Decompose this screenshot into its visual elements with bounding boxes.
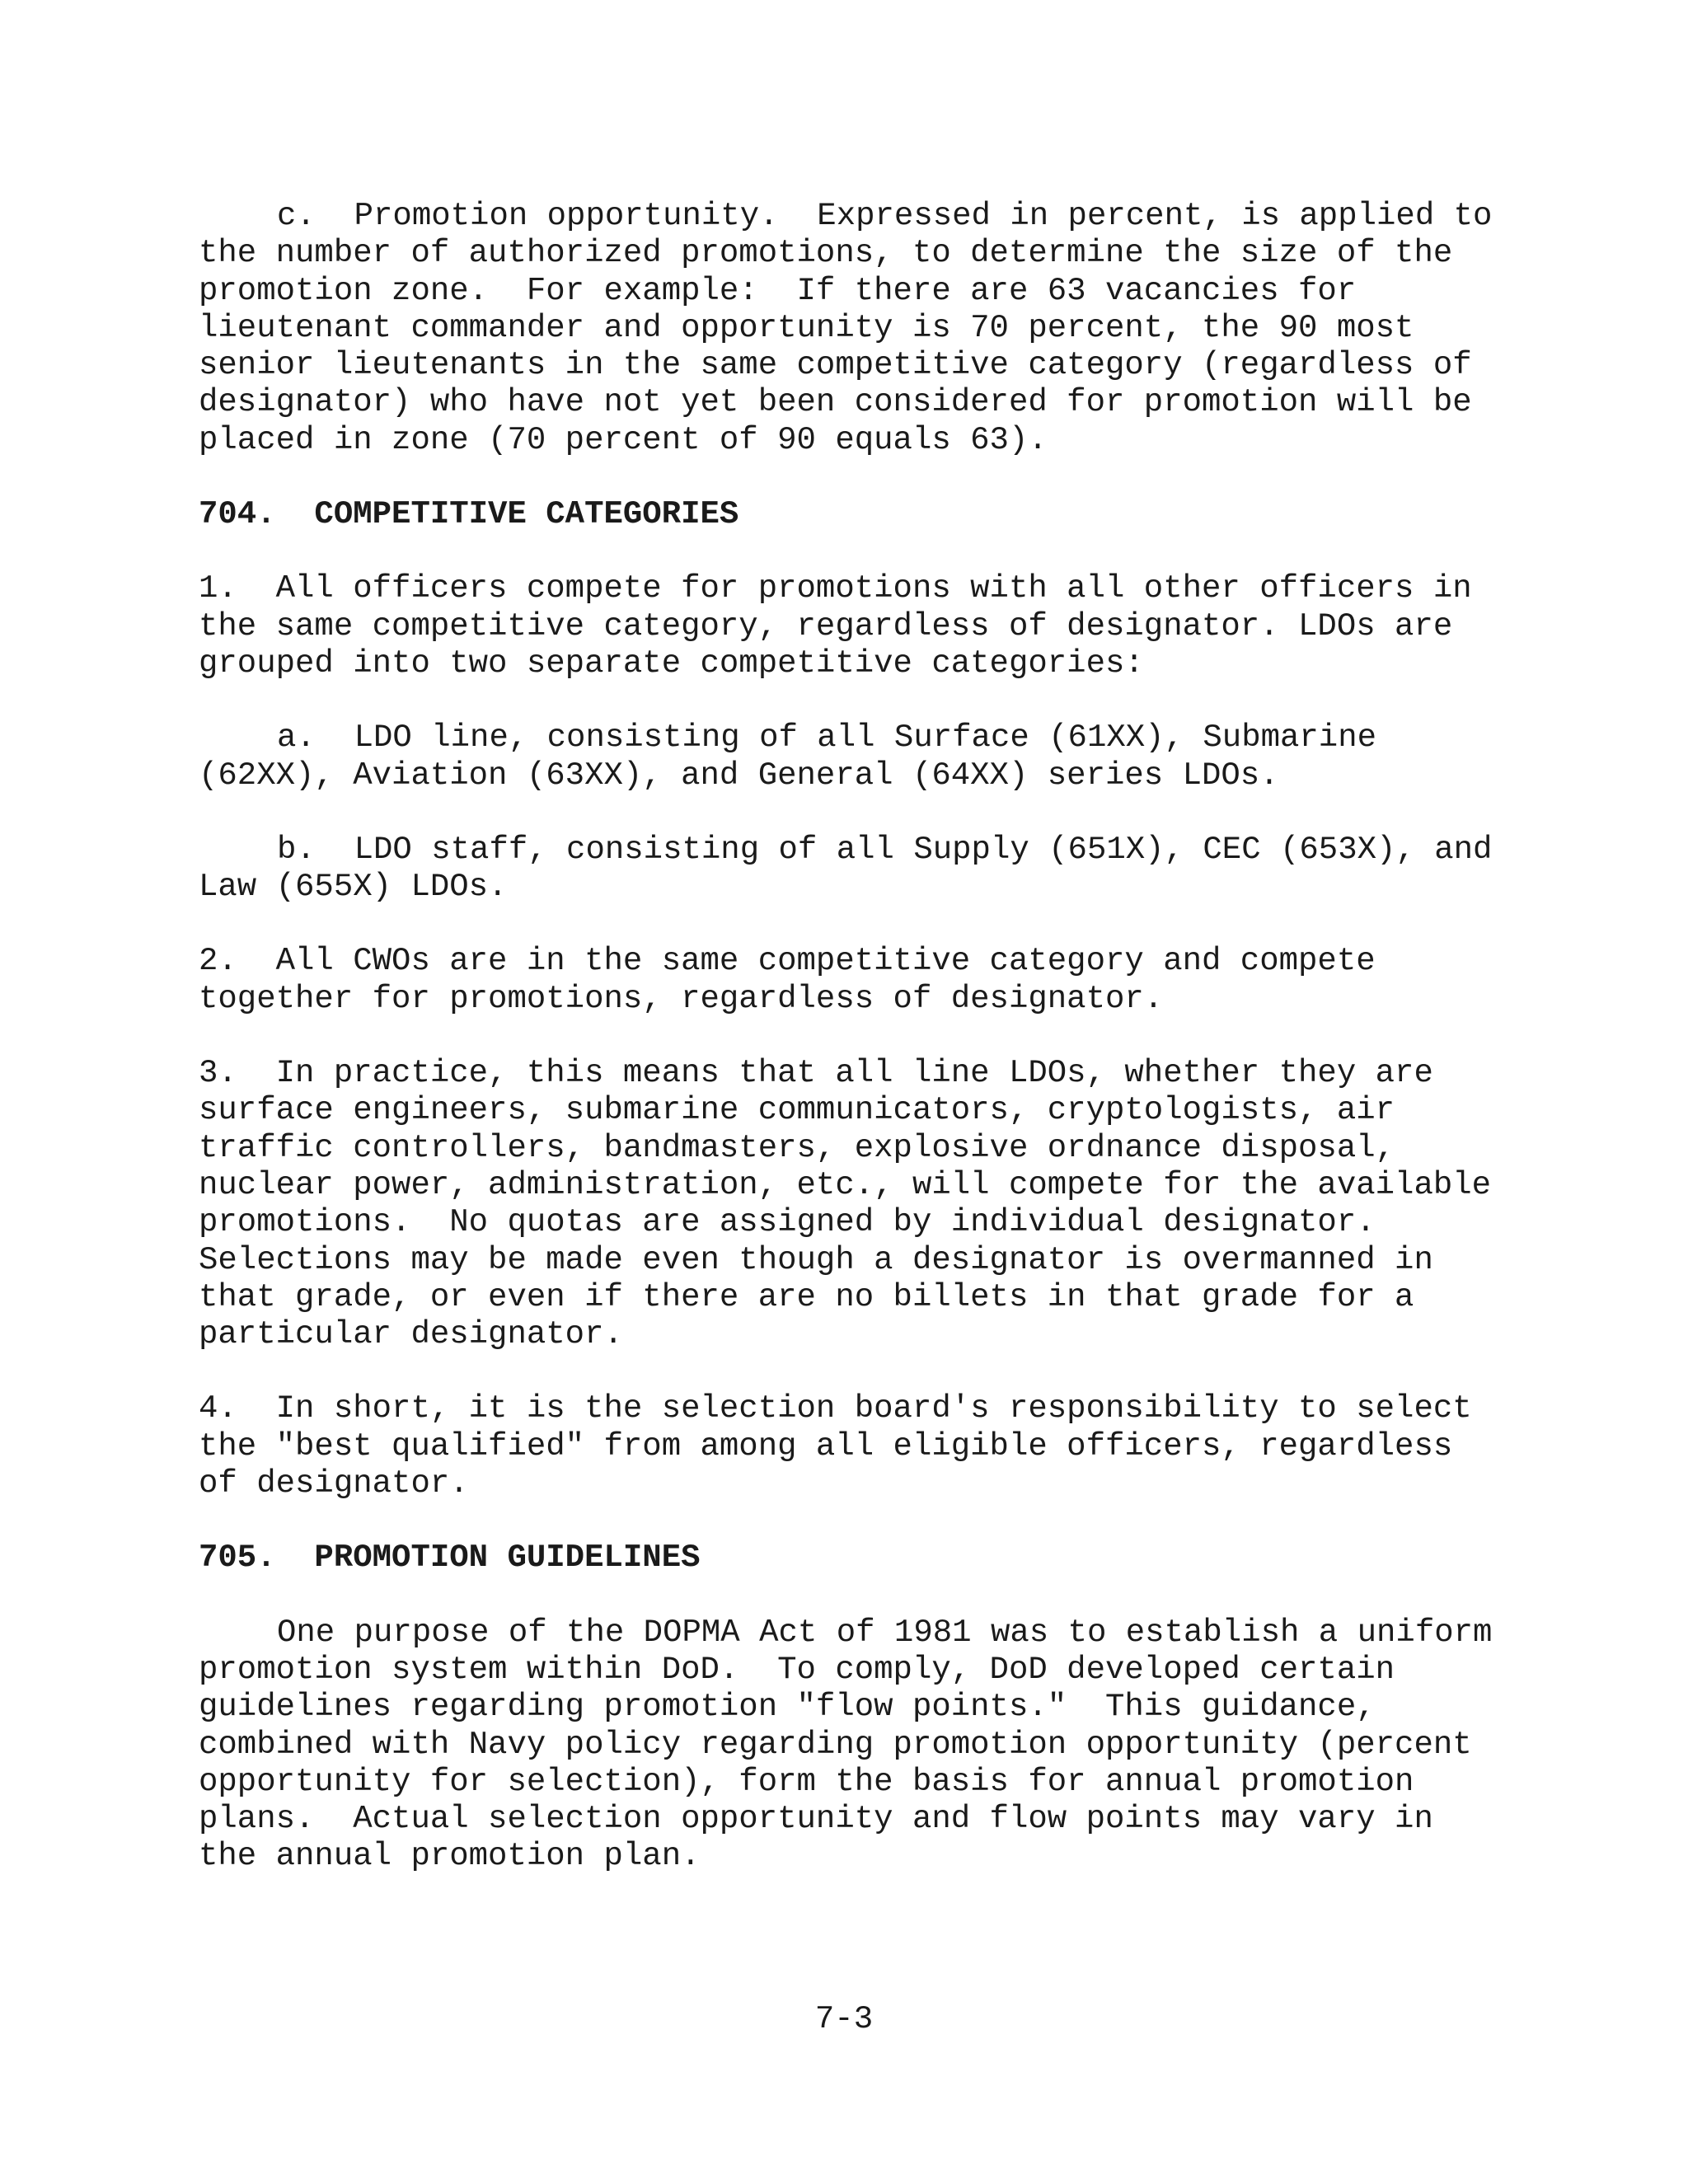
paragraph-704-1b: b. LDO staff, consisting of all Supply (651X), CEC (653X), and Law (655X) LDOs. — [199, 831, 1512, 906]
paragraph-704-3: 3. In practice, this means that all line LDOs, whether they are surface engineers, submarine communicators, cryptologists, air traffic controllers, bandmasters, explosive ordnance disposal, nuclear power, administration, etc., will compete for the available promotions. No quotas are assigned by individual designator. Selections may be made even though a designator is overmanned in that grade, or even if there are no billets in that grade for a particular designator. — [199, 1055, 1511, 1353]
section-heading-705: 705. PROMOTION GUIDELINES — [199, 1540, 701, 1577]
page-number: 7-3 — [814, 2001, 874, 2037]
paragraph-704-1: 1. All officers compete for promotions with all other officers in the same competitive category, regardless of designator. LDOs are grouped into two separate competitive categories: — [199, 570, 1492, 682]
paragraph-704-1a: a. LDO line, consisting of all Surface (61XX), Submarine (62XX), Aviation (63XX), and General (64XX) series LDOs. — [199, 719, 1396, 794]
paragraph-c-promotion-opportunity: c. Promotion opportunity. Expressed in percent, is applied to the number of authorized promotions, to determine the size of the promotion zone. For example: If there are 63 vacancies for lieutenant commander and opportunity is 70 percent, the 90 most senior lieutenants in the same competitive category (regardless of designator) who have not yet been considered for promotion will be placed in zone (70 percent of 90 equals 63). — [199, 198, 1512, 458]
paragraph-704-4: 4. In short, it is the selection board's responsibility to select the "best qualified" from among all eligible officers, regardless of designator. — [199, 1390, 1492, 1502]
page-content — [199, 198, 1512, 1913]
paragraph-704-2: 2. All CWOs are in the same competitive category and compete together for promotions, regardless of designator. — [199, 943, 1395, 1017]
paragraph-705: One purpose of the DOPMA Act of 1981 was to establish a uniform promotion system within DoD. To comply, DoD developed certain guidelines regarding promotion "flow points." This guidance, combined with Navy policy regarding promotion opportunity (percent opportunity for selection), form the basis for annual promotion plans. Actual selection opportunity and flow points may vary in the annual promotion plan. — [199, 1614, 1512, 1875]
section-heading-704: 704. COMPETITIVE CATEGORIES — [199, 496, 739, 533]
